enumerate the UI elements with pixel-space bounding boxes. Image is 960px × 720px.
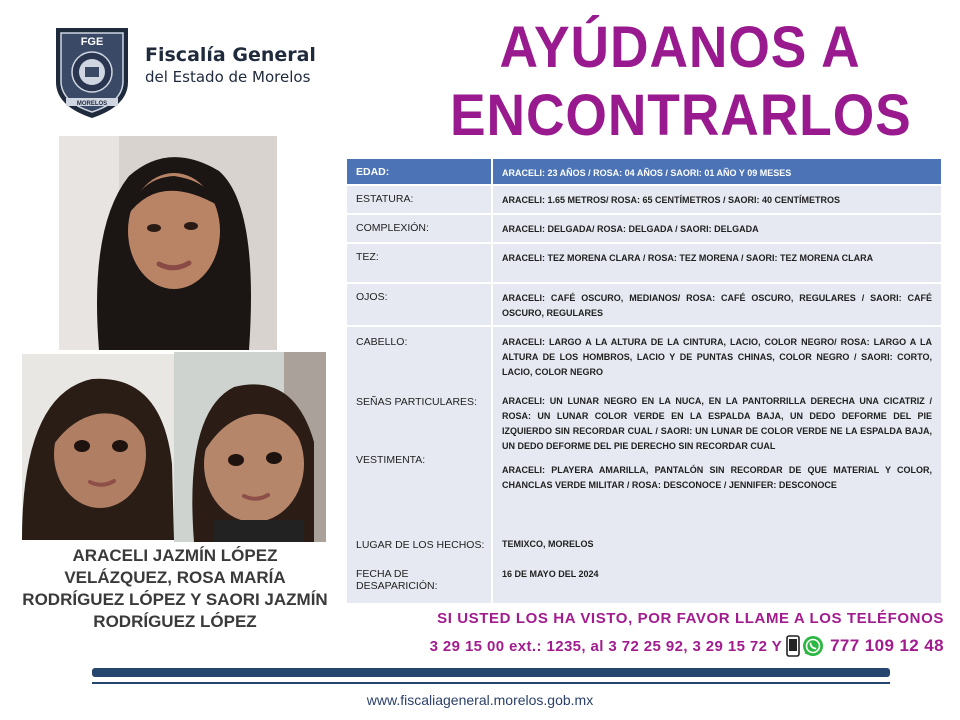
headline bbox=[450, 14, 910, 150]
label-lugar: LUGAR DE LOS HECHOS: bbox=[356, 539, 485, 551]
fge-badge-icon bbox=[52, 24, 132, 120]
call-line2 bbox=[378, 635, 944, 657]
value-ojos: ARACELI: CAFÉ OSCURO, MEDIANOS/ ROSA: CAFÉ OSCURO, REGULARES / SAORI: CAFÉ OSCURO, REGULARES bbox=[502, 293, 932, 318]
whatsapp-number: 777 109 12 48 bbox=[830, 636, 944, 655]
label-senas: SEÑAS PARTICULARES: bbox=[356, 396, 477, 408]
label-edad: EDAD: bbox=[347, 159, 493, 184]
whatsapp-icon bbox=[802, 635, 824, 657]
footer-bar bbox=[92, 668, 890, 677]
phone-icon bbox=[786, 635, 800, 657]
photo-rosa bbox=[22, 354, 174, 540]
label-complexion: COMPLEXIÓN: bbox=[347, 215, 493, 242]
value-tez: ARACELI: TEZ MORENA CLARA / ROSA: TEZ MORENA / SAORI: TEZ MORENA CLARA bbox=[502, 253, 874, 263]
call-line1: SI USTED LOS HA VISTO, POR FAVOR LLAME A LOS TELÉFONOS bbox=[437, 610, 944, 627]
value-fecha: 16 DE MAYO DEL 2024 bbox=[502, 569, 599, 579]
row-edad bbox=[347, 159, 941, 186]
label-ojos: OJOS: bbox=[347, 284, 493, 325]
label-estatura: ESTATURA: bbox=[347, 186, 493, 213]
row-tez bbox=[347, 244, 941, 284]
value-senas: ARACELI: UN LUNAR NEGRO EN LA NUCA, EN LA PANTORRILLA DERECHA UNA CICATRIZ / ROSA: UN LUNAR COLOR VERDE EN LA ESPALDA BAJA, UN DEDO DEFORME DEL PIE IZQUIERDO SIN RECORDAR CUAL / SAORI: UN LUNAR DE COLOR VERDE NE LA ESPALDA BAJA, UN DEDO DEFORME DEL PIE DERECHO SIN RECORDAR CUAL bbox=[502, 396, 932, 451]
phone-numbers: 3 29 15 00 ext.: 1235, al 3 72 25 92, 3 29 15 72 Y bbox=[429, 637, 783, 655]
badge-bottom-text: MORELOS bbox=[76, 101, 108, 107]
org-name-line2: del Estado de Morelos bbox=[145, 68, 311, 86]
label-vestimenta: VESTIMENTA: bbox=[356, 454, 426, 466]
org-name-line1: Fiscalía General bbox=[145, 44, 316, 66]
footer-line bbox=[92, 682, 890, 684]
row-details bbox=[347, 327, 941, 603]
row-complexion bbox=[347, 215, 941, 244]
value-cabello: ARACELI: LARGO A LA ALTURA DE LA CINTURA, LACIO, COLOR NEGRO/ ROSA: LARGO A LA ALTURA DE LOS HOMBROS, LACIO Y DE PUNTAS CHINAS, COLOR NEGRO / SAORI: CORTO, LACIO, COLOR NEGRO bbox=[502, 337, 932, 377]
value-edad: ARACELI: 23 AÑOS / ROSA: 04 AÑOS / SAORI: 01 AÑO Y 09 MESES bbox=[502, 168, 792, 178]
row-ojos bbox=[347, 284, 941, 327]
value-estatura: ARACELI: 1.65 METROS/ ROSA: 65 CENTÍMETROS / SAORI: 40 CENTÍMETROS bbox=[502, 195, 841, 205]
row-estatura bbox=[347, 186, 941, 215]
label-fecha: FECHA DE DESAPARICIÓN: bbox=[356, 568, 438, 592]
info-table bbox=[347, 159, 941, 603]
website-link[interactable]: www.fiscaliageneral.morelos.gob.mx bbox=[366, 692, 594, 708]
call-to-action bbox=[378, 610, 944, 657]
label-cabello: CABELLO: bbox=[356, 336, 408, 348]
value-vestimenta: ARACELI: PLAYERA AMARILLA, PANTALÓN SIN RECORDAR DE QUE MATERIAL Y COLOR, CHANCLAS VERDE MILITAR / ROSA: DESCONOCE / JENNIFER: DESCONOCE bbox=[502, 465, 932, 490]
photo-araceli bbox=[59, 136, 277, 350]
value-complexion: ARACELI: DELGADA/ ROSA: DELGADA / SAORI: DELGADA bbox=[502, 224, 759, 234]
value-lugar: TEMIXCO, MORELOS bbox=[502, 539, 594, 549]
organization-name bbox=[145, 44, 316, 86]
headline-line1: AYÚDANOS A bbox=[499, 15, 861, 80]
label-tez: TEZ: bbox=[347, 244, 493, 282]
badge-top-text: FGE bbox=[80, 36, 104, 48]
photo-saori bbox=[174, 352, 326, 542]
missing-persons-names: ARACELI JAZMÍN LÓPEZ VELÁZQUEZ, ROSA MARÍA RODRÍGUEZ LÓPEZ Y SAORI JAZMÍN RODRÍGUEZ LÓPEZ bbox=[22, 546, 328, 631]
headline-line2: ENCONTRARLOS bbox=[450, 83, 912, 148]
